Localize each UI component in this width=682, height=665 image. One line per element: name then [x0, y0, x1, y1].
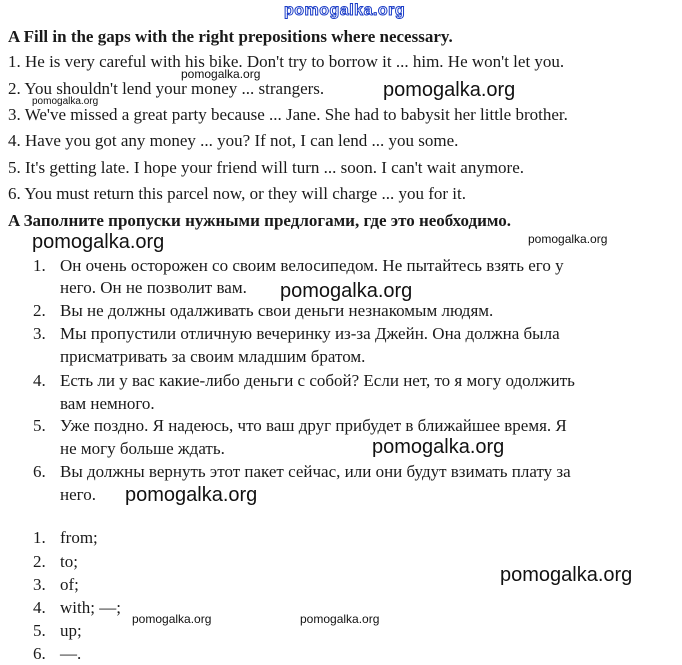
watermark: pomogalka.org: [300, 612, 380, 626]
watermark: pomogalka.org: [181, 67, 261, 81]
russian-item-line: Вы не должны одалживать свои деньги незнакомым людям.: [60, 301, 494, 320]
russian-item-num: 5.: [33, 416, 46, 435]
answer-text: with; —;: [60, 598, 121, 617]
russian-item-line: вам немного.: [60, 394, 155, 413]
english-item-4: 4. Have you got any money ... you? If not, I can lend ... you some.: [8, 131, 459, 150]
top-watermark: pomogalka.org: [284, 2, 406, 19]
english-item-3: 3. We've missed a great party because ... Jane. She had to babysit her little brother.: [8, 105, 568, 124]
answer-num: 3.: [33, 575, 46, 594]
russian-item-num: 1.: [33, 256, 46, 275]
watermark: pomogalka.org: [528, 232, 608, 246]
watermark: pomogalka.org: [32, 231, 165, 253]
answer-text: of;: [60, 575, 79, 594]
watermark: pomogalka.org: [372, 436, 505, 458]
russian-item-line: него. Он не позволит вам.: [60, 278, 247, 297]
russian-item-line: Уже поздно. Я надеюсь, что ваш друг прибудет в ближайшее время. Я: [60, 416, 567, 435]
answer-text: —.: [60, 644, 82, 663]
watermark: pomogalka.org: [383, 79, 516, 101]
russian-item-line: Есть ли у вас какие-либо деньги с собой? Если нет, то я могу одолжить: [60, 371, 575, 390]
answer-num: 1.: [33, 528, 46, 547]
answer-text: up;: [60, 621, 82, 640]
russian-item-num: 4.: [33, 371, 46, 390]
watermark: pomogalka.org: [125, 484, 258, 506]
russian-item-num: 3.: [33, 324, 46, 343]
answer-num: 2.: [33, 552, 46, 571]
english-item-2: 2. You shouldn't lend your money ... strangers.: [8, 79, 325, 98]
answer-text: from;: [60, 528, 98, 547]
russian-item-line: присматривать за своим младшим братом.: [60, 347, 366, 366]
russian-item-line: него.: [60, 485, 96, 504]
english-item-5: 5. It's getting late. I hope your friend will turn ... soon. I can't wait anymore.: [8, 158, 525, 177]
russian-item-num: 2.: [33, 301, 46, 320]
russian-heading: A Заполните пропуски нужными предлогами, где это необходимо.: [8, 211, 512, 230]
english-item-1: 1. He is very careful with his bike. Don't try to borrow it ... him. He won't let you.: [8, 52, 565, 71]
english-item-6: 6. You must return this parcel now, or they will charge ... you for it.: [8, 184, 466, 203]
english-heading: A Fill in the gaps with the right prepositions where necessary.: [8, 27, 453, 46]
answer-num: 5.: [33, 621, 46, 640]
russian-item-line: Вы должны вернуть этот пакет сейчас, или они будут взимать плату за: [60, 462, 571, 481]
watermark: pomogalka.org: [280, 280, 413, 302]
russian-item-line: не могу больше ждать.: [60, 439, 225, 458]
answer-num: 6.: [33, 644, 46, 663]
answer-text: to;: [60, 552, 78, 571]
russian-item-num: 6.: [33, 462, 46, 481]
watermark: pomogalka.org: [500, 564, 633, 586]
watermark: pomogalka.org: [132, 612, 212, 626]
watermark: pomogalka.org: [32, 96, 99, 107]
russian-item-line: Он очень осторожен со своим велосипедом. Не пытайтесь взять его у: [60, 256, 564, 275]
answer-num: 4.: [33, 598, 46, 617]
russian-item-line: Мы пропустили отличную вечеринку из-за Джейн. Она должна была: [60, 324, 560, 343]
